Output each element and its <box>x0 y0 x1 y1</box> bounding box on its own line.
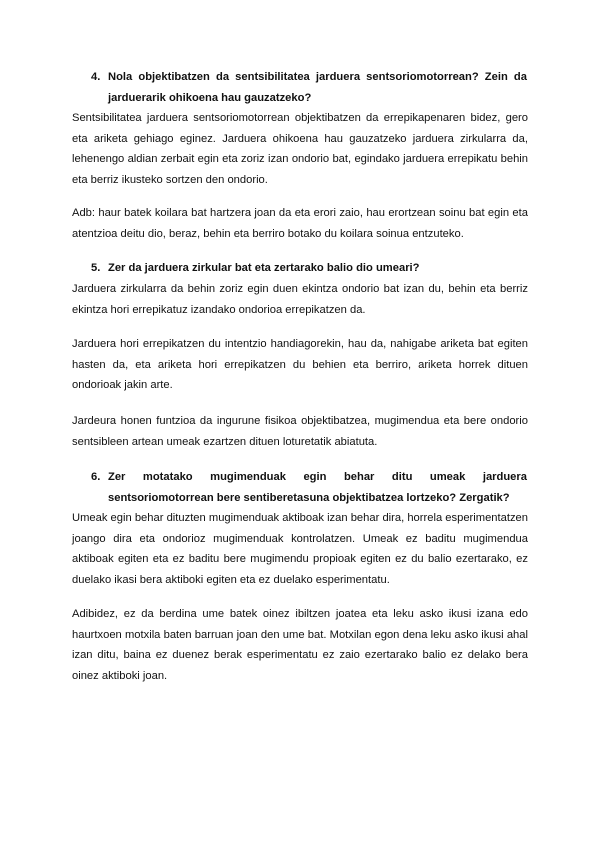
question-5 <box>91 258 527 279</box>
question-text: Nola objektibatzen da sentsibilitatea jarduera sentsoriomotorrean? Zein da jarduerarik ohikoena hau gauzatzeko? <box>108 71 527 104</box>
paragraph: Jarduera hori errepikatzen du intentzio handiagorekin, hau da, nahigabe ariketa bat egiten hasten da, eta ariketa hori errepikatzen du behien eta berriro, ariketa horrek dituen ondorioak jakin arte. <box>72 338 528 392</box>
question-6 <box>91 467 527 509</box>
paragraph: Jarduera zirkularra da behin zoriz egin duen ekintza ondorio bat izan du, behin eta berriz ekintza hori errepikatuz izandako ondorioa errepikatzen da. <box>72 283 528 316</box>
question-number: 6. <box>91 471 101 483</box>
question-number: 5. <box>91 262 101 274</box>
paragraph: Umeak egin behar dituzten mugimenduak aktiboak izan behar dira, horrela esperimentatzen joango dira eta ondorioz mugimenduak kontrolatzen. Umeak ez baditu mugimendua aktiboak egiten eta ez baditu bere mugimendu propioak egiten ez du balio ezertarako, ez duelako ikasi bera aktiboki egiten eta ez duelako esperimentatu. <box>72 512 528 586</box>
question-text: Zer da jarduera zirkular bat eta zertarako balio dio umeari? <box>108 262 420 274</box>
question-4 <box>91 67 527 109</box>
question-number: 4. <box>91 71 101 83</box>
paragraph: Sentsibilitatea jarduera sentsoriomotorrean objektibatzen da errepikapenaren bidez, gero eta ariketa gehiago eginez. Jarduera ohikoena hau gauzatzeko jarduera zirkularra da, lehenengo aldian zerbait egin eta zoriz izan ondorio bat, egindako jarduera errepikatu behin eta berriz ikusteko sortzen den ondorio. <box>72 112 528 186</box>
question-text: Zer motatako mugimenduak egin behar ditu umeak jarduera sentsoriomotorrean bere sentiberetasuna objektibatzea lortzeko? Zergatik? <box>108 471 527 504</box>
paragraph: Jardeura honen funtzioa da ingurune fisikoa objektibatzea, mugimendua eta bere ondorio sentsibleen artean umeak ezartzen dituen loturetatik abiatuta. <box>72 415 528 448</box>
paragraph: Adb: haur batek koilara bat hartzera joan da eta erori zaio, hau erortzean soinu bat egin eta atentzioa deitu dio, beraz, behin eta berriro botako du koilara soinua entzuteko. <box>72 207 528 240</box>
paragraph: Adibidez, ez da berdina ume batek oinez ibiltzen joatea eta leku asko ikusi izana edo haurtxoen motxila baten barruan joan den ume bat. Motxilan egon dena leku asko ikusi ahal izan ditu, baina ez duenez berak esperimentatu ez zaio ezertarako balio ez delako bera oinez aktiboki joan. <box>72 608 528 682</box>
